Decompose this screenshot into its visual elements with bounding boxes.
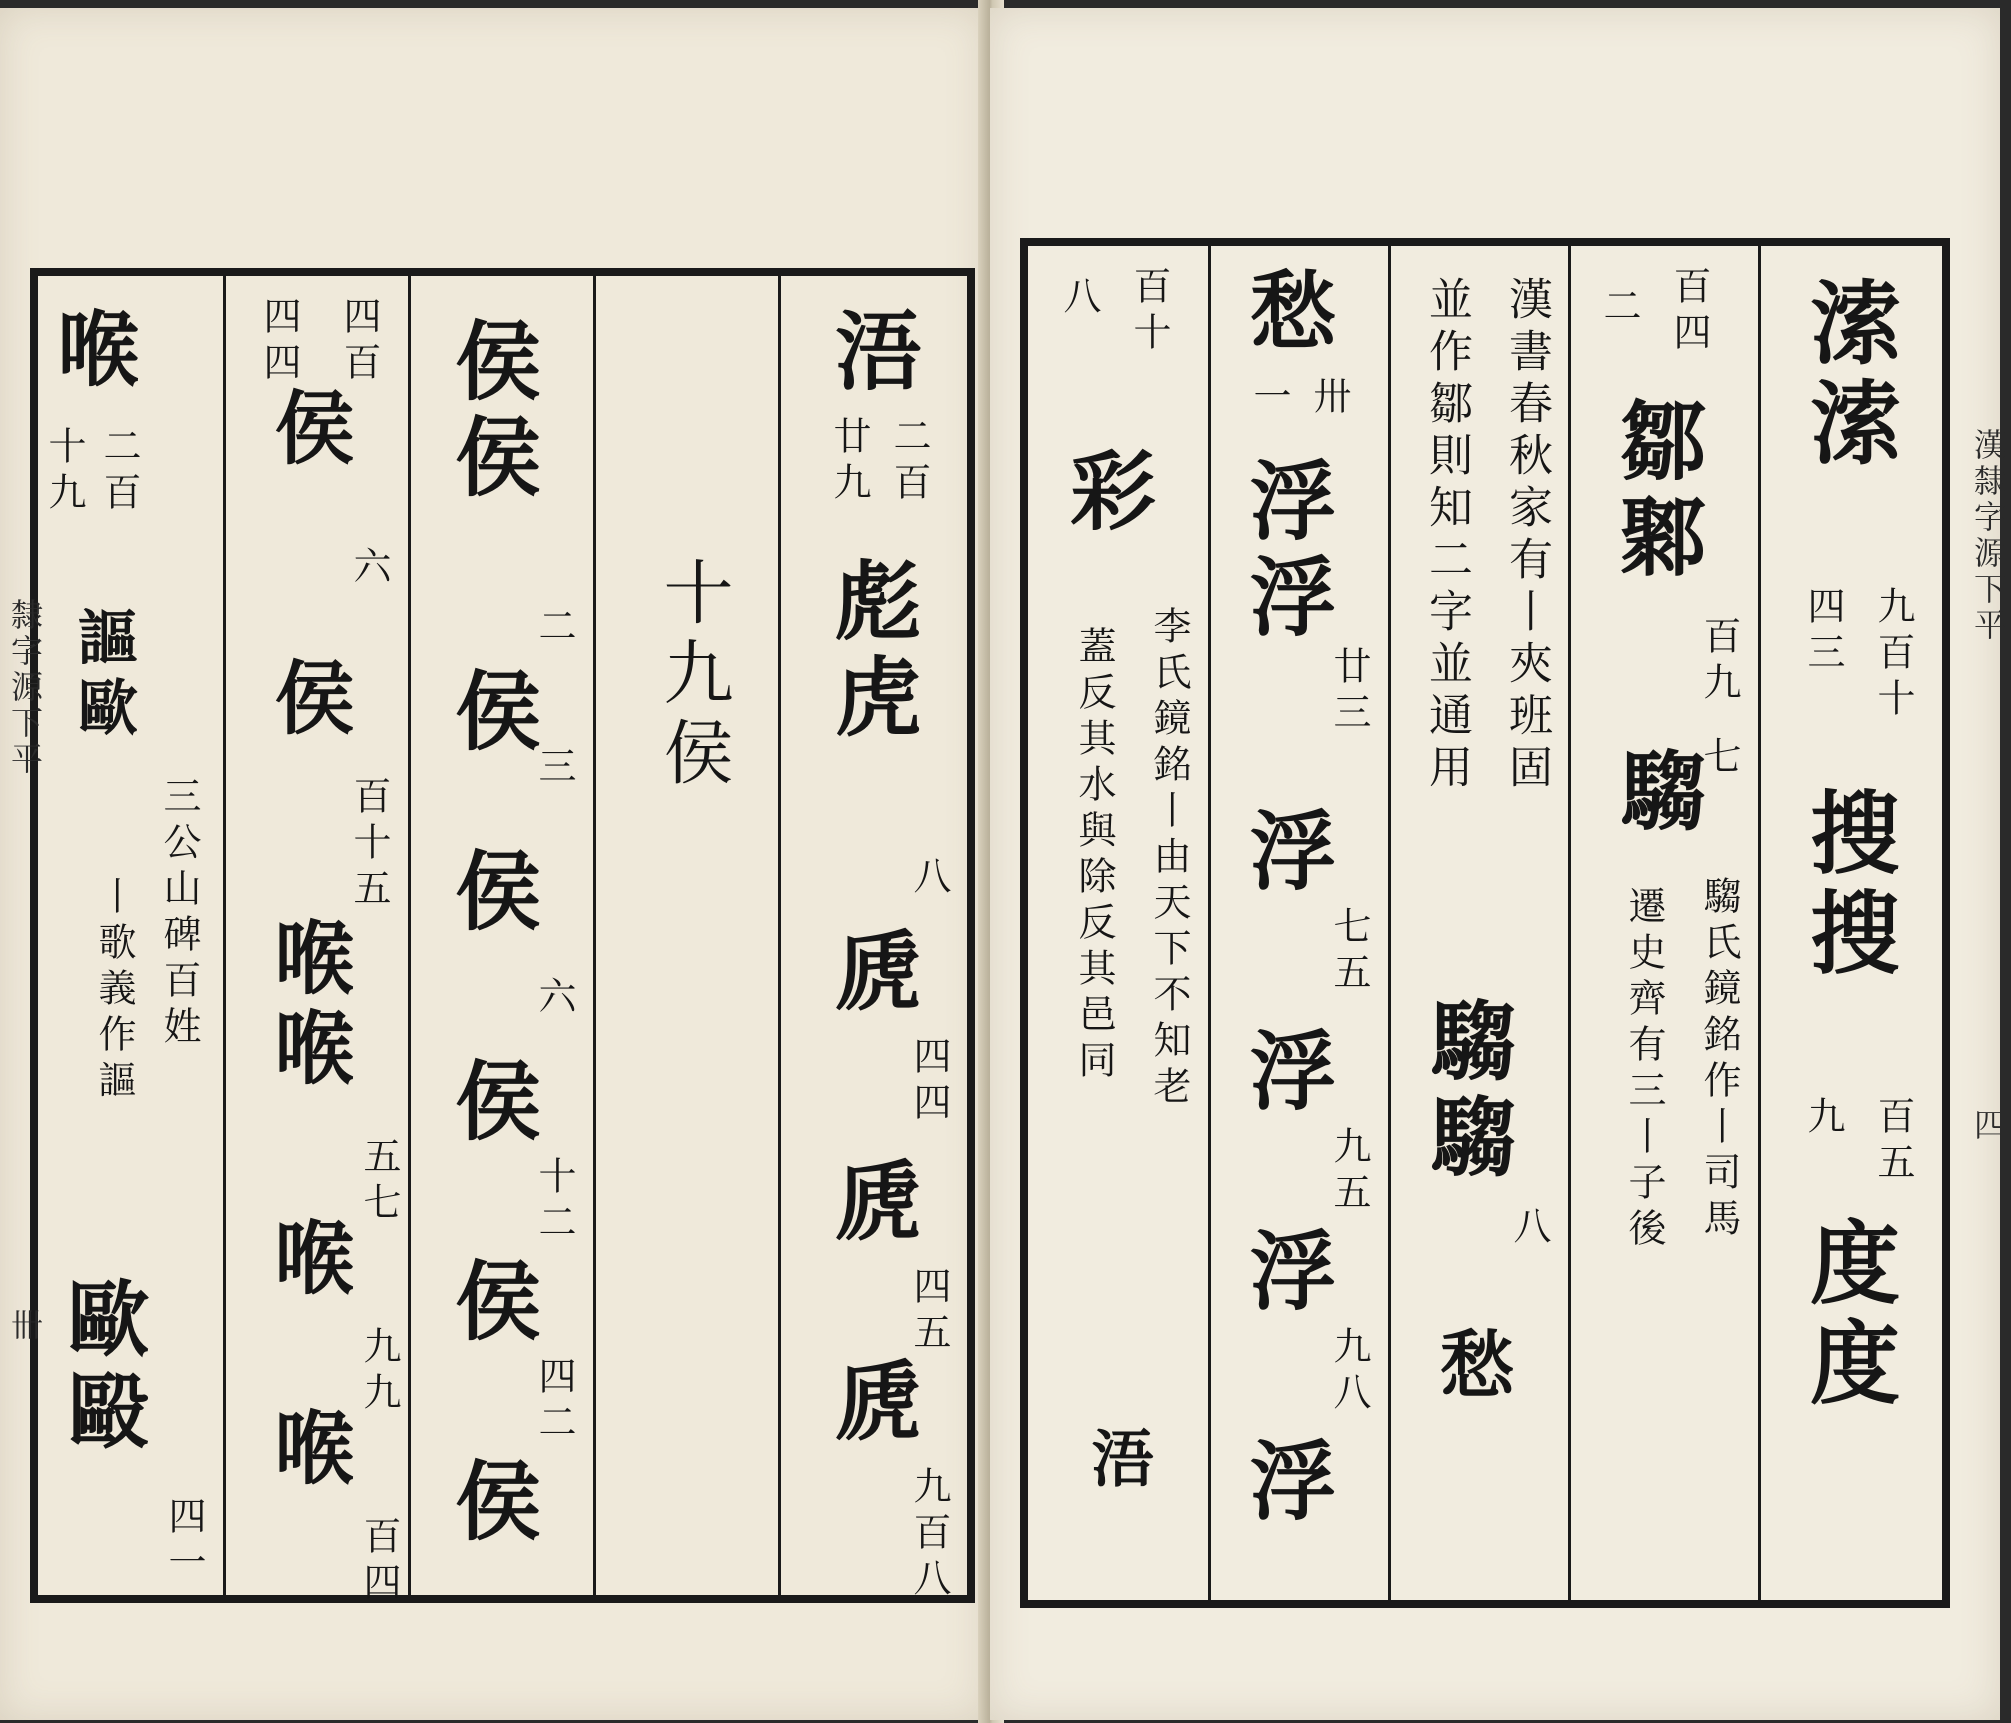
right-col4-text-i: 九五 bbox=[1327, 1126, 1371, 1218]
right-column-4 bbox=[1208, 246, 1388, 1600]
right-col4-text-f: 浮 bbox=[1235, 806, 1336, 902]
left-col1-text-b: 廿九 bbox=[827, 416, 871, 508]
left-col5-text-f: 丨歌義作謳 bbox=[92, 876, 136, 1106]
left-col5-text-g: 歐毆 bbox=[54, 1276, 150, 1460]
right-col5-text-e: 蓋反其水與除反其邑同 bbox=[1072, 626, 1116, 1086]
left-col1-text-k: 九百八 bbox=[907, 1466, 951, 1604]
left-col5-text-c: 二百 bbox=[97, 426, 141, 518]
left-col3-text-a: 侯侯 bbox=[440, 316, 541, 508]
left-column-5 bbox=[38, 276, 223, 1595]
left-col4-text-c: 侯 bbox=[261, 386, 355, 476]
left-page bbox=[0, 8, 985, 1720]
right-col5-text-c: 彩 bbox=[1055, 446, 1156, 542]
left-col3-text-j: 四二 bbox=[532, 1356, 576, 1448]
left-col4-text-f: 百十五 bbox=[347, 776, 391, 914]
left-col5-text-a: 喉 bbox=[44, 306, 140, 398]
right-column-3 bbox=[1388, 246, 1568, 1600]
right-col2-text-g: 騶氏鏡銘作丨司馬 bbox=[1697, 876, 1741, 1244]
left-col4-text-k: 喉 bbox=[261, 1406, 355, 1496]
right-col2-text-d: 百九 bbox=[1697, 616, 1741, 708]
left-col4-text-d: 六 bbox=[347, 546, 391, 592]
right-col1-text-f: 百五 bbox=[1871, 1096, 1915, 1188]
right-col3-text-a: 漢書春秋家有丨夾班固 bbox=[1501, 276, 1552, 796]
right-col4-text-g: 七五 bbox=[1327, 906, 1371, 998]
left-col3-text-k: 侯 bbox=[440, 1456, 541, 1552]
left-col4-text-l: 百四 bbox=[357, 1516, 401, 1608]
right-page-margin-label: 漢隸字源下平 bbox=[1969, 428, 2007, 644]
left-col5-text-h: 四一 bbox=[162, 1496, 206, 1588]
right-col1-text-b: 四三 bbox=[1801, 586, 1845, 678]
right-col3-text-e: 愁 bbox=[1428, 1326, 1514, 1410]
left-col1-text-a: 浯 bbox=[820, 306, 921, 402]
left-col1-text-e: 八 bbox=[907, 856, 951, 902]
left-col3-text-g: 侯 bbox=[440, 1056, 541, 1152]
right-page-margin-folio: 四 bbox=[1969, 1108, 2007, 1144]
left-col1-text-c: 二百 bbox=[887, 416, 931, 508]
right-col3-text-c: 騶騶 bbox=[1415, 996, 1516, 1188]
right-column-5 bbox=[1028, 246, 1208, 1600]
right-col1-text-e: 九 bbox=[1801, 1096, 1845, 1142]
left-col3-text-d: 三 bbox=[532, 746, 576, 792]
right-col5-text-f: 浯 bbox=[1081, 1426, 1154, 1498]
left-page-inner-frame bbox=[38, 276, 967, 1608]
right-col2-text-h: 遷史齊有三丨子後 bbox=[1622, 886, 1666, 1254]
left-col3-text-i: 侯 bbox=[440, 1256, 541, 1352]
left-col4-text-j: 九九 bbox=[357, 1326, 401, 1418]
left-col1-text-h: 虒 bbox=[820, 1156, 921, 1252]
right-col5-text-d: 李氏鏡銘丨由天下不知老 bbox=[1147, 606, 1191, 1112]
left-col4-text-g: 喉喉 bbox=[261, 916, 355, 1096]
right-col5-text-b: 百十 bbox=[1127, 266, 1171, 358]
left-col3-text-c: 侯 bbox=[440, 666, 541, 762]
right-col1-text-g: 度度 bbox=[1794, 1216, 1900, 1416]
right-col2-text-c: 鄒鄹 bbox=[1605, 396, 1706, 588]
right-col4-text-j: 浮 bbox=[1235, 1226, 1336, 1322]
left-column-3 bbox=[408, 276, 593, 1595]
left-col5-text-b: 十九 bbox=[42, 426, 86, 518]
right-col2-text-f: 騶 bbox=[1605, 746, 1706, 842]
left-col5-text-d: 謳歐 bbox=[68, 606, 138, 746]
left-col3-text-h: 十二 bbox=[532, 1156, 576, 1248]
left-col2-heading: 十九侯 bbox=[652, 556, 734, 796]
left-column-2 bbox=[593, 276, 778, 1595]
left-col3-text-b: 二 bbox=[532, 606, 576, 652]
left-col1-text-i: 四五 bbox=[907, 1266, 951, 1358]
right-col4-text-e: 廿三 bbox=[1327, 646, 1371, 738]
right-col2-text-b: 百四 bbox=[1667, 266, 1711, 358]
left-col4-text-h: 五七 bbox=[357, 1136, 401, 1228]
right-column-1 bbox=[1758, 246, 1942, 1600]
right-col4-text-b: 一 bbox=[1247, 376, 1291, 422]
left-col3-text-e: 侯 bbox=[440, 846, 541, 942]
right-col4-text-l: 浮 bbox=[1235, 1436, 1336, 1532]
left-col4-text-i: 喉 bbox=[261, 1216, 355, 1306]
right-col1-text-c: 九百十 bbox=[1871, 586, 1915, 724]
right-col1-text-a: 溹溹 bbox=[1794, 276, 1900, 476]
left-col4-text-e: 侯 bbox=[261, 656, 355, 746]
left-col5-text-e: 三公山碑百姓 bbox=[157, 776, 201, 1052]
left-col1-text-f: 虒 bbox=[820, 926, 921, 1022]
left-col1-text-d: 彪虎 bbox=[820, 556, 921, 748]
left-page-frame bbox=[30, 268, 975, 1608]
right-page bbox=[990, 8, 2007, 1720]
right-col4-text-h: 浮 bbox=[1235, 1026, 1336, 1122]
right-col3-text-d: 八 bbox=[1507, 1206, 1551, 1252]
right-page-frame bbox=[1020, 238, 1950, 1608]
right-col2-text-a: 二 bbox=[1597, 286, 1641, 332]
right-col4-text-c: 卅 bbox=[1307, 376, 1351, 422]
left-column-1 bbox=[778, 276, 968, 1604]
right-column-2 bbox=[1568, 246, 1758, 1600]
left-col1-text-j: 虒 bbox=[820, 1356, 921, 1452]
right-col2-text-e: 七 bbox=[1697, 736, 1741, 782]
right-col4-text-d: 浮浮 bbox=[1235, 456, 1336, 648]
left-column-4 bbox=[223, 276, 408, 1608]
left-page-margin-label: 隸字源下平 bbox=[6, 598, 44, 778]
left-page-margin-folio: 卌 bbox=[6, 1308, 44, 1344]
left-col3-text-f: 六 bbox=[532, 976, 576, 1022]
left-col4-text-b: 四百 bbox=[337, 296, 381, 388]
right-col1-text-d: 搜搜 bbox=[1794, 786, 1900, 986]
left-col1-text-g: 四四 bbox=[907, 1036, 951, 1128]
right-col4-text-k: 九八 bbox=[1327, 1326, 1371, 1418]
right-col3-text-b: 並作鄒則知二字並通用 bbox=[1421, 276, 1472, 796]
right-col5-text-a: 八 bbox=[1057, 276, 1101, 322]
left-col4-text-a: 四四 bbox=[257, 296, 301, 388]
right-col4-text-a: 愁 bbox=[1235, 266, 1336, 362]
